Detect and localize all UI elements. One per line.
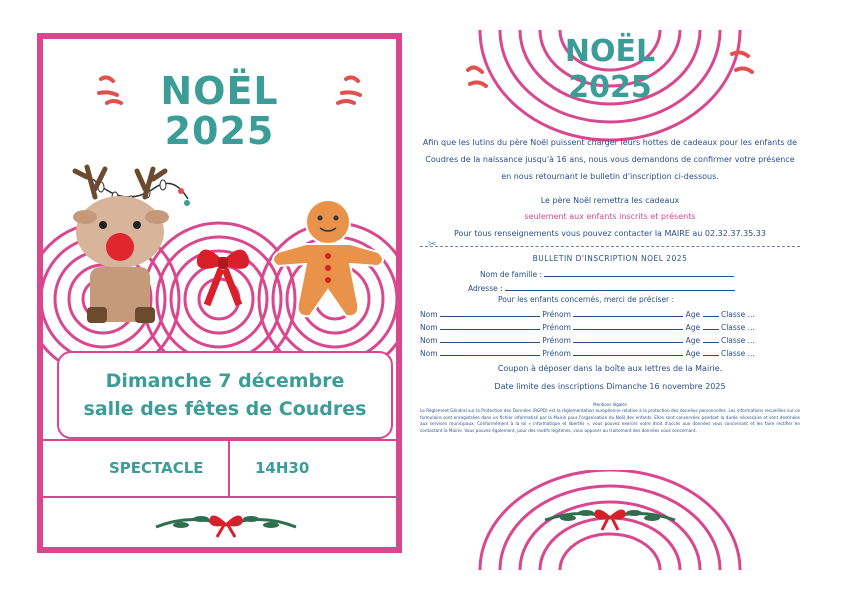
child-nom-line[interactable] [440, 334, 540, 343]
registration-title: NOËL [564, 34, 656, 69]
legal-text: Le Règlement Général sur la Protection des Données (RGPD) est la règlementation européenne relative à la protection des données personnelles. Les informations recueillies sur ce formulaire sont enregistrées dans un fichier informatisé par la Mairie pour l'organisation du Noël des enfants. Elles sont conservées pendant la durée nécessaire et sont destinées aux services municipaux. Conformément à la loi « informatique et libertés », vous pouvez exercer votre droit d'accès aux données vous concernant et les faire rectifier en contactant la Mairie. Vous pouvez également, pour des motifs légitimes, vous opposer au traitement des données vous concernant. [420, 408, 800, 433]
flyer-year: 2025 [164, 109, 275, 153]
child-classe-label: Classe ... [720, 349, 755, 358]
child-age-label: Age [685, 349, 701, 358]
family-name-line[interactable] [544, 268, 734, 277]
child-age-line[interactable] [703, 321, 719, 330]
child-classe-label: Classe ... [720, 336, 755, 345]
address-field[interactable] [468, 282, 735, 293]
child-prenom-label: Prénom [542, 336, 571, 345]
registration-page [420, 30, 820, 570]
children-intro: Pour les enfants concernés, merci de préciser : [498, 295, 675, 304]
child-row-2[interactable] [420, 321, 755, 332]
child-row-3[interactable] [420, 334, 755, 345]
child-age-label: Age [685, 336, 701, 345]
child-nom-line[interactable] [440, 308, 540, 317]
child-age-line[interactable] [703, 308, 719, 317]
event-label: SPECTACLE [109, 459, 204, 477]
child-prenom-line[interactable] [573, 334, 683, 343]
event-venue: salle des fêtes de Coudres [83, 398, 367, 420]
date-box [57, 351, 393, 439]
child-age-label: Age [685, 323, 701, 332]
child-nom-label: Nom [420, 349, 438, 358]
form-title: BULLETIN D'INSCRIPTION NOEL 2025 [532, 254, 688, 263]
child-prenom-line[interactable] [573, 321, 683, 330]
address-label: Adresse : [468, 284, 503, 293]
address-line[interactable] [505, 282, 735, 291]
child-classe-label: Classe ... [720, 310, 755, 319]
registration-year: 2025 [568, 70, 652, 105]
row-divider [228, 441, 230, 496]
coupon-instructions: Coupon à déposer dans la boîte aux lettres de la Mairie. [497, 364, 723, 373]
bow-icon [193, 239, 253, 309]
child-nom-label: Nom [420, 310, 438, 319]
gingerbread-icon [268, 194, 388, 324]
child-prenom-label: Prénom [542, 349, 571, 358]
event-date: Dimanche 7 décembre [105, 370, 345, 392]
cut-line [420, 246, 800, 247]
child-prenom-label: Prénom [542, 310, 571, 319]
flyer-title: NOËL [160, 69, 279, 113]
scissors-icon: ✂ [428, 239, 437, 250]
child-age-line[interactable] [703, 334, 719, 343]
family-name-field[interactable] [480, 268, 734, 279]
child-prenom-line[interactable] [573, 308, 683, 317]
flyer [37, 33, 402, 553]
child-row-1[interactable] [420, 308, 755, 319]
deadline-text: Date limite des inscriptions Dimanche 16 novembre 2025 [494, 382, 726, 391]
child-classe-label: Classe ... [720, 323, 755, 332]
reindeer-icon [65, 157, 185, 327]
holly-garland-icon [151, 507, 301, 539]
child-prenom-line[interactable] [573, 347, 683, 356]
child-nom-line[interactable] [440, 347, 540, 356]
intro-text: Afin que les lutins du père Noël puissent charger leurs hottes de cadeaux pour les enfants de Coudres de la naissance jusqu'à 16 ans, nous vous demandons de confirmer votre présence en nous retournant le bulletin d'inscription ci-dessous. [422, 138, 798, 181]
event-time: 14H30 [255, 459, 310, 477]
holly-garland-icon [540, 502, 680, 532]
child-row-4[interactable] [420, 347, 755, 358]
gift-notice: Le père Noël remettra les cadeaux [540, 196, 680, 205]
gift-condition: seulement aux enfants inscrits et présents [524, 212, 696, 221]
contact-text: Pour tous renseignements vous pouvez contacter la MAIRE au 02.32.37.35.33 [454, 229, 766, 238]
child-nom-line[interactable] [440, 321, 540, 330]
event-row [43, 439, 396, 498]
child-nom-label: Nom [420, 336, 438, 345]
child-nom-label: Nom [420, 323, 438, 332]
child-age-label: Age [685, 310, 701, 319]
child-age-line[interactable] [703, 347, 719, 356]
family-name-label: Nom de famille : [480, 270, 542, 279]
child-prenom-label: Prénom [542, 323, 571, 332]
legal-title: Mentions légales [593, 402, 627, 407]
